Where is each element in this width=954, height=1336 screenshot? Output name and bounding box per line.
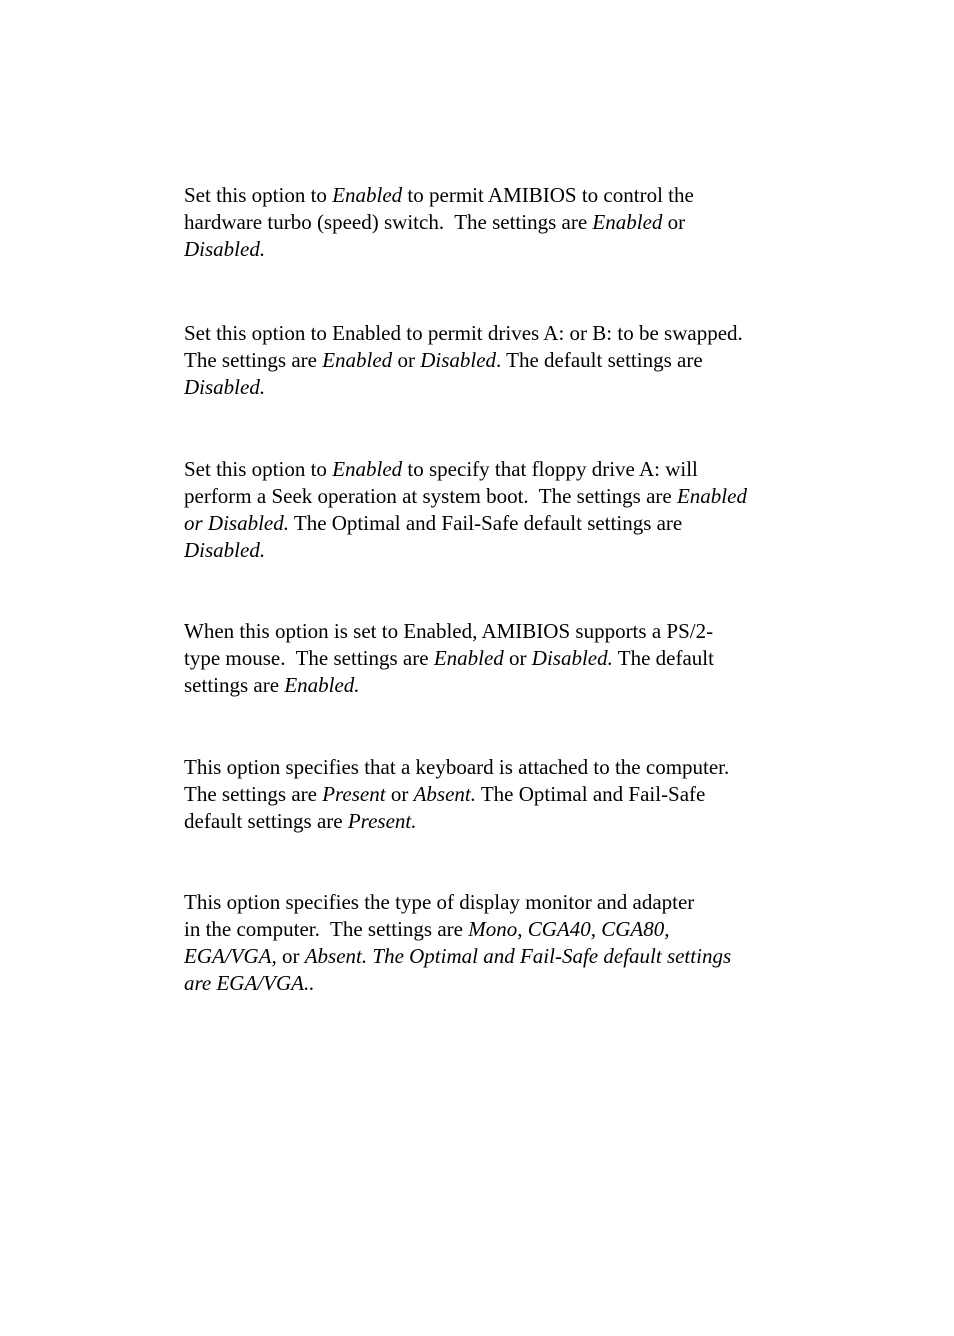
body-text: The settings are: [184, 348, 323, 372]
body-text: ,: [517, 917, 528, 941]
italic-text: Disabled.: [184, 375, 266, 399]
body-text: settings are: [184, 673, 285, 697]
text-line: [184, 672, 824, 699]
body-text: . The default settings are: [496, 348, 703, 372]
text-line: [184, 510, 824, 537]
text-line: [184, 374, 824, 401]
text-line: [184, 943, 824, 970]
body-text: type mouse. The settings are: [184, 646, 434, 670]
body-text: to specify that floppy drive A: will: [402, 457, 698, 481]
text-line: [184, 236, 824, 263]
text-line: [184, 483, 824, 510]
italic-text: Disabled.: [184, 538, 266, 562]
text-line: [184, 320, 824, 347]
italic-text: Enabled: [332, 183, 403, 207]
body-text: or: [503, 646, 532, 670]
body-text: default settings are: [184, 809, 348, 833]
italic-text: CGA40, CGA80,: [527, 917, 670, 941]
italic-text: Enabled: [676, 484, 747, 508]
text-line: [184, 889, 824, 916]
body-text: or: [385, 782, 414, 806]
text-line: [184, 916, 824, 943]
body-text: hardware turbo (speed) switch. The settings are: [184, 210, 593, 234]
italic-text: Disabled.: [531, 646, 613, 670]
body-text: The Optimal and Fail-Safe default settings are: [289, 511, 683, 535]
body-text: or: [662, 210, 686, 234]
body-text: Set this option to: [184, 457, 333, 481]
body-text: Set this option to Enabled to permit drives A: or B: to be swapped.: [184, 321, 743, 345]
body-text: When this option is set to Enabled, AMIBIOS supports a PS/2-: [184, 619, 714, 643]
paragraph-ps2-mouse: [184, 618, 824, 699]
paragraph-display-monitor: [184, 889, 824, 997]
italic-text: Disabled: [420, 348, 497, 372]
italic-text: Enabled: [433, 646, 504, 670]
italic-text: Mono: [468, 917, 518, 941]
italic-text: Enabled: [592, 210, 663, 234]
body-text: or: [276, 944, 305, 968]
text-line: [184, 537, 824, 564]
text-line: [184, 808, 824, 835]
body-text: perform a Seek operation at system boot. The settings are: [184, 484, 677, 508]
text-line: [184, 970, 824, 997]
text-line: [184, 209, 824, 236]
body-text: Set this option to: [184, 183, 333, 207]
body-text: The default: [612, 646, 714, 670]
body-text: The settings are: [184, 782, 323, 806]
text-line: [184, 182, 824, 209]
body-text: This option specifies that a keyboard is attached to the computer.: [184, 755, 730, 779]
text-line: [184, 618, 824, 645]
italic-text: EGA/VGA,: [184, 944, 277, 968]
body-text: to permit AMIBIOS to control the: [402, 183, 694, 207]
italic-text: Enabled: [332, 457, 403, 481]
paragraph-floppy-seek: [184, 456, 824, 564]
paragraph-keyboard: [184, 754, 824, 835]
paragraph-turbo-switch: [184, 182, 824, 263]
body-text: This option specifies the type of display monitor and adapter: [184, 890, 695, 914]
italic-text: Enabled: [322, 348, 393, 372]
italic-text: Absent.: [413, 782, 476, 806]
italic-text: Present: [322, 782, 386, 806]
text-line: [184, 645, 824, 672]
text-line: [184, 456, 824, 483]
body-text: or: [392, 348, 421, 372]
text-line: [184, 347, 824, 374]
italic-text: or Disabled.: [184, 511, 289, 535]
italic-text: Present.: [347, 809, 417, 833]
paragraph-floppy-swap: [184, 320, 824, 401]
body-text: in the computer. The settings are: [184, 917, 469, 941]
text-line: [184, 754, 824, 781]
italic-text: Enabled.: [284, 673, 360, 697]
text-line: [184, 781, 824, 808]
italic-text: Absent. The Optimal and Fail-Safe default settings: [304, 944, 732, 968]
italic-text: are EGA/VGA..: [184, 971, 315, 995]
body-text: The Optimal and Fail-Safe: [475, 782, 706, 806]
italic-text: Disabled.: [184, 237, 266, 261]
